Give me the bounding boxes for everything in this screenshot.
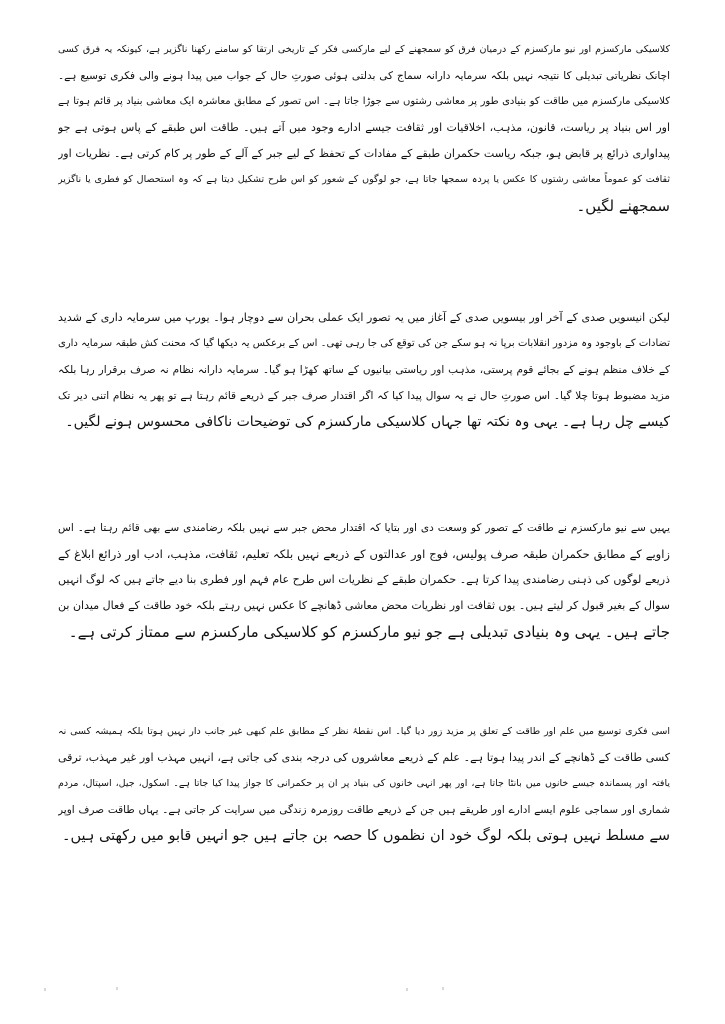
text-line: اور اس بنیاد پر ریاست، قانون، مذہب، اخلاقیات اور ثقافت جیسے ادارے وجود میں آتے ہیں۔ طاقت اس طبقے کے پاس ہوتی ہے جو xyxy=(58,121,670,134)
text-line: مزید مضبوط ہوتا چلا گیا۔ اس صورتِ حال نے یہ سوال پیدا کیا کہ اگر اقتدار صرف جبر کے ذریعے قائم رہتا ہے تو پھر یہ نظام اتنی دیر تک xyxy=(58,390,670,402)
text-line: سمجھنے لگیں۔ xyxy=(576,197,670,215)
text-line: اچانک نظریاتی تبدیلی کا نتیجہ نہیں بلکہ سرمایہ دارانہ سماج کی بدلتی ہوئی صورتِ حال کے جواب میں پیدا ہونے والی فکری توسیع ہے۔ xyxy=(58,70,670,82)
text-line: تضادات کے باوجود وہ مزدور انقلابات برپا نہ ہو سکے جن کی توقع کی جا رہی تھی۔ اس کے برعکس یہ دیکھا گیا کہ محنت کش طبقہ سرمایہ داری xyxy=(58,338,670,349)
paragraph-power-by-consent xyxy=(58,515,670,645)
text-line: کے خلاف منظم ہونے کے بجائے قوم پرستی، مذہب اور ریاستی بیانیوں کے ساتھ کھڑا ہو گیا۔ سرمایہ دارانہ نظام نہ صرف برقرار رہا بلکہ xyxy=(58,364,670,376)
text-line: ثقافت کو عموماً معاشی رشتوں کا عکس یا پردہ سمجھا جاتا ہے، جو لوگوں کے شعور کو اس طرح تشکیل دیتا ہے کہ وہ استحصال کو فطری یا ناگزیر xyxy=(58,174,670,185)
text-line: سوال کے بغیر قبول کر لیتے ہیں۔ یوں ثقافت اور نظریات محض معاشی ڈھانچے کا عکس نہیں رہتے بلکہ خود طاقت کے فعال میدان بن xyxy=(58,599,670,612)
text-line: ذریعے لوگوں کی ذہنی رضامندی پیدا کرتا ہے۔ حکمران طبقے کے نظریات اس طرح عام فہم اور فطری بنا دیے جاتے ہیں کہ لوگ انہیں xyxy=(58,573,670,586)
text-line: شماری اور سماجی علوم ایسے ادارے اور طریقے ہیں جن کے ذریعے طاقت روزمرہ زندگی میں سرایت کر جاتی ہے۔ یہاں طاقت صرف اوپر xyxy=(58,804,670,816)
text-line: پیداواری ذرائع پر قابض ہو، جبکہ ریاست حکمران طبقے کے مفادات کے تحفظ کے لیے جبر کے آلے کے طور پر کام کرتی ہے۔ نظریات اور xyxy=(58,147,670,160)
text-line: کلاسیکی مارکسزم میں طاقت کو بنیادی طور پر معاشی رشتوں سے جوڑا جاتا ہے۔ اس تصور کے مطابق معاشرہ ایک معاشی بنیاد پر قائم ہوتا ہے xyxy=(58,96,670,107)
scan-artifact xyxy=(116,987,118,990)
paragraph-knowledge-and-power xyxy=(58,719,670,849)
text-line: کلاسیکی مارکسزم اور نیو مارکسزم کے درمیان فرق کو سمجھنے کے لیے مارکسی فکر کے تاریخی ارتقا کو سامنے رکھنا ناگزیر ہے، کیونکہ یہ فرق کسی xyxy=(58,44,670,55)
text-line: کسی طاقت کے ڈھانچے کے اندر پیدا ہوتا ہے۔ علم کے ذریعے معاشروں کی درجہ بندی کی جاتی ہے، انہیں مہذب اور غیر مہذب، ترقی xyxy=(58,751,670,764)
paragraph-practical-crisis xyxy=(58,305,670,435)
text-line: یہیں سے نیو مارکسزم نے طاقت کے تصور کو وسعت دی اور بتایا کہ اقتدار محض جبر سے نہیں بلکہ رضامندی سے بھی قائم رہتا ہے۔ اس xyxy=(58,522,670,534)
paragraph-classical-vs-neo-marxism xyxy=(58,37,670,219)
scan-artifact xyxy=(406,988,408,991)
scan-artifact xyxy=(442,987,444,990)
text-line: جاتے ہیں۔ یہی وہ بنیادی تبدیلی ہے جو نیو مارکسزم کو کلاسیکی مارکسزم سے ممتاز کرتی ہے۔ xyxy=(68,623,670,641)
text-line: یافتہ اور پسماندہ جیسے خانوں میں بانٹا جاتا ہے، اور پھر انہی خانوں کی بنیاد پر ان پر حکمرانی کا جواز پیدا کیا جاتا ہے۔ اسکول، جیل، اسپتال، مردم xyxy=(58,778,670,789)
scan-artifact xyxy=(44,988,46,991)
text-line: سے مسلط نہیں ہوتی بلکہ لوگ خود ان نظموں کا حصہ بن جاتے ہیں جو انہیں قابو میں رکھتی ہیں۔ xyxy=(62,828,670,844)
text-line: اسی فکری توسیع میں علم اور طاقت کے تعلق پر مزید زور دیا گیا۔ اس نقطۂ نظر کے مطابق علم کبھی غیر جانب دار نہیں ہوتا بلکہ ہمیشہ کسی نہ xyxy=(58,726,670,737)
text-line: لیکن انیسویں صدی کے آخر اور بیسویں صدی کے آغاز میں یہ تصور ایک عملی بحران سے دوچار ہوا۔ یورپ میں سرمایہ داری کے شدید xyxy=(58,311,670,324)
text-line: کیسے چل رہا ہے۔ یہی وہ نکتہ تھا جہاں کلاسیکی مارکسزم کی توضیحات ناکافی محسوس ہونے لگیں۔ xyxy=(65,414,670,430)
text-line: زاویے کے مطابق حکمران طبقہ صرف پولیس، فوج اور عدالتوں کے ذریعے نہیں بلکہ تعلیم، ثقافت، مذہب، ادب اور ذرائع ابلاغ کے xyxy=(58,547,670,561)
